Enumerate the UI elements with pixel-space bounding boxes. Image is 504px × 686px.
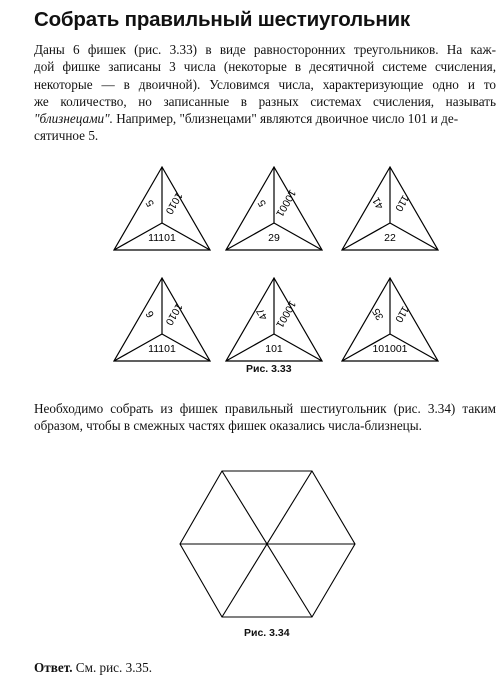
tile-bottom-number: 101001	[372, 343, 408, 356]
tile-right-number: 110	[392, 192, 412, 214]
tile-right-number: 1010	[162, 300, 185, 328]
tile-left-number: 41	[370, 195, 387, 212]
quoted-term: "близнецами".	[34, 111, 113, 127]
intro-line: дой фишке записаны 3 числа (некоторые в десятичной системе счисления,	[34, 59, 496, 75]
intro-line: же количество, но записанные в разных системах счисления, называть	[34, 93, 496, 109]
tile-left-number: 5	[143, 197, 157, 209]
tile-left-number: 35	[370, 306, 387, 323]
answer-text: См. рис. 3.35.	[72, 660, 153, 675]
intro-line: Даны 6 фишек (рис. 3.33) в виде равносторонних треугольников. На каж-	[34, 42, 496, 57]
figure-3-33-caption: Рис. 3.33	[246, 363, 292, 375]
figure-3-34-caption: Рис. 3.34	[244, 627, 290, 639]
tile-left-number: 47	[254, 306, 271, 323]
tile-bottom-number: 101	[265, 343, 283, 356]
tile-bottom-number: 11101	[148, 343, 176, 356]
page-title: Собрать правильный шестиугольник	[34, 8, 410, 31]
tile-right-number: 10001	[273, 187, 299, 219]
answer	[34, 660, 152, 676]
intro-line: некоторые — в двоичной). Условимся числа, характеризующие одно и то	[34, 76, 496, 92]
answer-label: Ответ.	[34, 660, 73, 675]
tile-left-number: 5	[255, 197, 269, 209]
tile-bottom-number: 22	[384, 232, 396, 245]
tile-left-number: 6	[143, 308, 157, 320]
intro-line: сятичное 5.	[34, 128, 99, 144]
task-line: образом, чтобы в смежных частях фишек оказались числа-близнецы.	[34, 418, 422, 434]
tile-right-number: 110	[392, 303, 412, 325]
task-line: Необходимо собрать из фишек правильный шестиугольник (рис. 3.34) таким	[34, 401, 496, 416]
tile-bottom-number: 11101	[148, 232, 176, 245]
intro-line-rest: Например, "близнецами" являются двоичное число 101 и де-	[112, 111, 459, 127]
tile-right-number: 1010	[162, 189, 185, 217]
tile-right-number: 10001	[273, 298, 299, 330]
tile-bottom-number: 29	[268, 232, 280, 245]
